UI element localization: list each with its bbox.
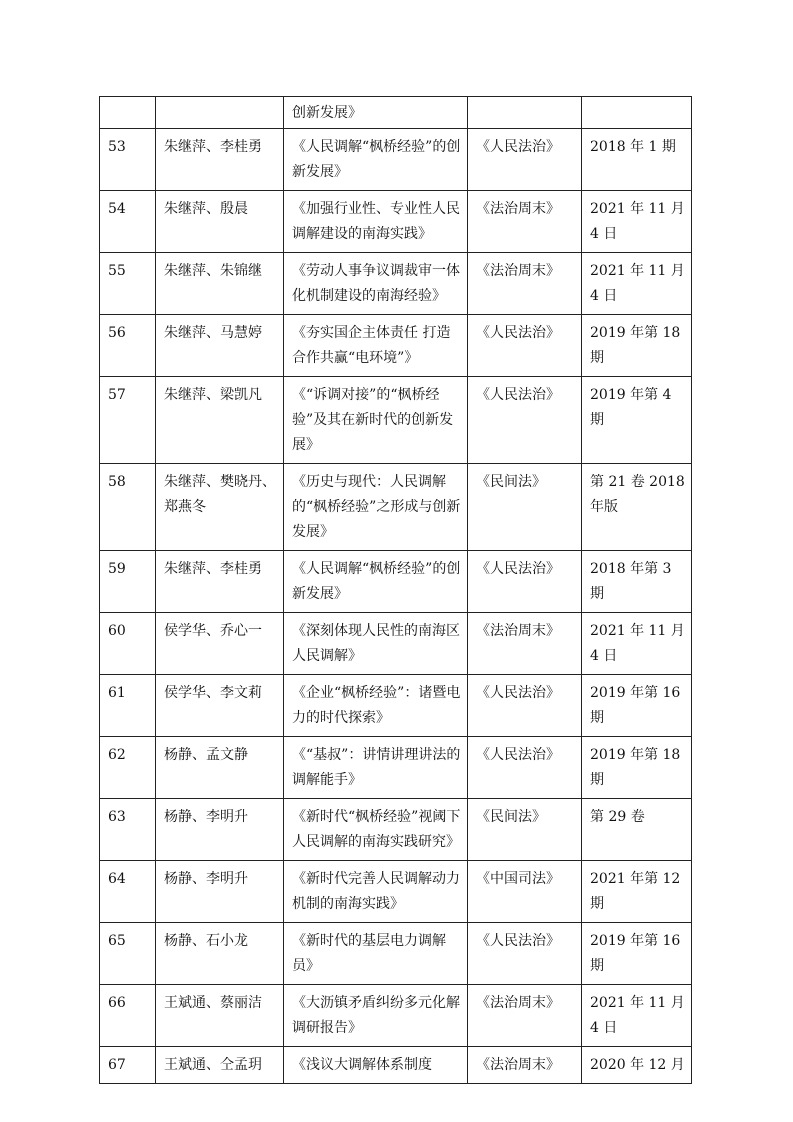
row-authors: 朱继萍、樊晓丹、郑燕冬 [156,464,284,551]
row-venue: 《法治周末》 [468,1047,582,1084]
row-authors: 杨静、孟文静 [156,737,284,799]
row-date: 第 29 卷 [582,799,692,861]
publications-table-body [100,97,692,1084]
row-title: 《“诉调对接”的“枫桥经验”及其在新时代的创新发展》 [284,377,468,464]
table-row [100,551,692,613]
row-authors: 侯学华、乔心一 [156,613,284,675]
row-title: 《深刻体现人民性的南海区人民调解》 [284,613,468,675]
table-row [100,613,692,675]
publications-table [99,96,692,1084]
table-row [100,923,692,985]
row-date: 2018 年 1 期 [582,129,692,191]
row-number: 59 [100,551,156,613]
row-date: 2021 年 11 月 4 日 [582,253,692,315]
row-title: 《企业“枫桥经验”：诸暨电力的时代探索》 [284,675,468,737]
row-venue: 《民间法》 [468,799,582,861]
row-authors: 杨静、李明升 [156,799,284,861]
row-number: 55 [100,253,156,315]
row-title: 《劳动人事争议调裁审一体化机制建设的南海经验》 [284,253,468,315]
row-venue: 《人民法治》 [468,551,582,613]
row-authors: 朱继萍、马慧婷 [156,315,284,377]
row-number: 53 [100,129,156,191]
row-date: 第 21 卷 2018 年版 [582,464,692,551]
table-row [100,315,692,377]
row-venue: 《中国司法》 [468,861,582,923]
row-authors: 朱继萍、梁凯凡 [156,377,284,464]
row-date: 2021 年 11 月 4 日 [582,191,692,253]
row-number: 65 [100,923,156,985]
row-venue: 《人民法治》 [468,923,582,985]
row-title: 《人民调解“枫桥经验”的创新发展》 [284,551,468,613]
row-venue: 《法治周末》 [468,985,582,1047]
row-venue: 《法治周末》 [468,191,582,253]
row-title: 《大沥镇矛盾纠纷多元化解调研报告》 [284,985,468,1047]
table-row [100,129,692,191]
row-venue: 《法治周末》 [468,253,582,315]
row-authors: 王斌通、蔡丽洁 [156,985,284,1047]
row-number: 61 [100,675,156,737]
table-row [100,253,692,315]
row-date: 2019 年第 16 期 [582,923,692,985]
row-authors [156,97,284,129]
row-title: 《夯实国企主体责任 打造合作共赢“电环境”》 [284,315,468,377]
row-number: 63 [100,799,156,861]
row-authors: 朱继萍、殷晨 [156,191,284,253]
row-venue [468,97,582,129]
table-row [100,464,692,551]
row-venue: 《人民法治》 [468,737,582,799]
row-date: 2020 年 12 月 [582,1047,692,1084]
row-authors: 朱继萍、李桂勇 [156,129,284,191]
row-venue: 《人民法治》 [468,377,582,464]
row-title: 《浅议大调解体系制度 [284,1047,468,1084]
row-number: 56 [100,315,156,377]
table-row [100,861,692,923]
row-date: 2021 年 11 月 4 日 [582,985,692,1047]
table-row [100,97,692,129]
row-date: 2019 年第 18 期 [582,737,692,799]
row-number: 66 [100,985,156,1047]
table-row [100,737,692,799]
row-number: 60 [100,613,156,675]
row-title: 《人民调解“枫桥经验”的创新发展》 [284,129,468,191]
row-date: 2021 年第 12 期 [582,861,692,923]
row-authors: 杨静、李明升 [156,861,284,923]
row-number [100,97,156,129]
row-venue: 《民间法》 [468,464,582,551]
row-date: 2019 年第 16 期 [582,675,692,737]
row-date: 2019 年第 18 期 [582,315,692,377]
table-row [100,191,692,253]
table-row [100,799,692,861]
row-number: 62 [100,737,156,799]
table-row [100,1047,692,1084]
row-title: 《历史与现代：人民调解的“枫桥经验”之形成与创新发展》 [284,464,468,551]
row-authors: 王斌通、仝孟玥 [156,1047,284,1084]
row-title: 《新时代完善人民调解动力机制的南海实践》 [284,861,468,923]
row-title: 《“基叔”：讲情讲理讲法的调解能手》 [284,737,468,799]
row-date: 2021 年 11 月 4 日 [582,613,692,675]
row-title: 《新时代“枫桥经验”视阈下人民调解的南海实践研究》 [284,799,468,861]
row-date: 2019 年第 4 期 [582,377,692,464]
row-title: 《加强行业性、专业性人民调解建设的南海实践》 [284,191,468,253]
row-date [582,97,692,129]
row-authors: 朱继萍、李桂勇 [156,551,284,613]
row-date: 2018 年第 3 期 [582,551,692,613]
row-authors: 侯学华、李文莉 [156,675,284,737]
row-number: 57 [100,377,156,464]
table-row [100,377,692,464]
row-number: 54 [100,191,156,253]
row-number: 64 [100,861,156,923]
table-row [100,675,692,737]
row-number: 67 [100,1047,156,1084]
row-authors: 朱继萍、朱锦继 [156,253,284,315]
row-title: 《新时代的基层电力调解员》 [284,923,468,985]
row-venue: 《人民法治》 [468,675,582,737]
row-title: 创新发展》 [284,97,468,129]
table-row [100,985,692,1047]
row-number: 58 [100,464,156,551]
row-venue: 《人民法治》 [468,315,582,377]
row-venue: 《人民法治》 [468,129,582,191]
row-authors: 杨静、石小龙 [156,923,284,985]
row-venue: 《法治周末》 [468,613,582,675]
